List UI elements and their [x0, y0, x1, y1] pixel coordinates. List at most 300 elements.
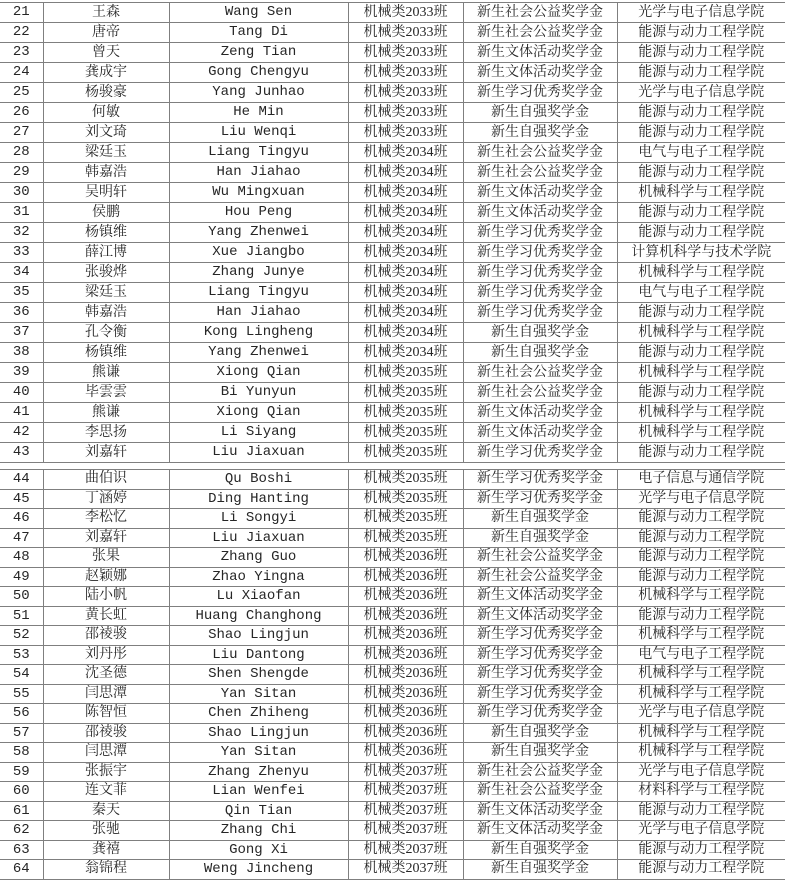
cell-scholarship-name: 新生学习优秀奖学金 — [463, 243, 617, 263]
cell-scholarship-name: 新生学习优秀奖学金 — [463, 263, 617, 283]
cell-college-name: 能源与动力工程学院 — [617, 801, 785, 821]
cell-row-number: 43 — [0, 443, 43, 463]
cell-college-name: 能源与动力工程学院 — [617, 509, 785, 529]
cell-class-name: 机械类2035班 — [348, 470, 463, 490]
cell-row-number: 48 — [0, 548, 43, 568]
cell-college-name: 机械科学与工程学院 — [617, 323, 785, 343]
cell-college-name: 能源与动力工程学院 — [617, 43, 785, 63]
cell-college-name: 光学与电子信息学院 — [617, 3, 785, 23]
cell-pinyin-name: Tang Di — [169, 23, 348, 43]
cell-student-name: 邵祾骏 — [43, 723, 169, 743]
cell-student-name: 李松忆 — [43, 509, 169, 529]
table-row — [0, 103, 785, 123]
table-row — [0, 509, 785, 529]
cell-class-name: 机械类2033班 — [348, 123, 463, 143]
cell-college-name: 光学与电子信息学院 — [617, 704, 785, 724]
cell-row-number: 55 — [0, 684, 43, 704]
cell-scholarship-name: 新生学习优秀奖学金 — [463, 83, 617, 103]
cell-pinyin-name: Liang Tingyu — [169, 283, 348, 303]
cell-student-name: 刘嘉轩 — [43, 443, 169, 463]
cell-class-name: 机械类2034班 — [348, 243, 463, 263]
cell-pinyin-name: Shen Shengde — [169, 665, 348, 685]
cell-college-name: 能源与动力工程学院 — [617, 163, 785, 183]
cell-pinyin-name: Gong Xi — [169, 840, 348, 860]
cell-student-name: 熊谦 — [43, 363, 169, 383]
cell-pinyin-name: Xue Jiangbo — [169, 243, 348, 263]
cell-student-name: 韩嘉浩 — [43, 303, 169, 323]
table-row — [0, 243, 785, 263]
cell-pinyin-name: Yang Junhao — [169, 83, 348, 103]
cell-scholarship-name: 新生文体活动奖学金 — [463, 423, 617, 443]
table-row — [0, 43, 785, 63]
table-row — [0, 626, 785, 646]
cell-class-name: 机械类2034班 — [348, 223, 463, 243]
cell-row-number: 63 — [0, 840, 43, 860]
cell-scholarship-name: 新生社会公益奖学金 — [463, 23, 617, 43]
cell-row-number: 25 — [0, 83, 43, 103]
cell-student-name: 连文菲 — [43, 782, 169, 802]
cell-pinyin-name: Qin Tian — [169, 801, 348, 821]
cell-student-name: 沈圣德 — [43, 665, 169, 685]
cell-scholarship-name: 新生学习优秀奖学金 — [463, 443, 617, 463]
cell-student-name: 张骏烨 — [43, 263, 169, 283]
cell-row-number: 22 — [0, 23, 43, 43]
cell-scholarship-name: 新生社会公益奖学金 — [463, 782, 617, 802]
cell-row-number: 42 — [0, 423, 43, 443]
cell-class-name: 机械类2035班 — [348, 509, 463, 529]
cell-student-name: 张果 — [43, 548, 169, 568]
cell-row-number: 61 — [0, 801, 43, 821]
cell-scholarship-name: 新生文体活动奖学金 — [463, 821, 617, 841]
cell-class-name: 机械类2036班 — [348, 567, 463, 587]
cell-pinyin-name: Wu Mingxuan — [169, 183, 348, 203]
cell-class-name: 机械类2033班 — [348, 23, 463, 43]
cell-college-name: 能源与动力工程学院 — [617, 203, 785, 223]
table-row — [0, 684, 785, 704]
cell-pinyin-name: Gong Chengyu — [169, 63, 348, 83]
cell-class-name: 机械类2033班 — [348, 43, 463, 63]
cell-scholarship-name: 新生文体活动奖学金 — [463, 63, 617, 83]
cell-college-name: 机械科学与工程学院 — [617, 183, 785, 203]
cell-class-name: 机械类2034班 — [348, 303, 463, 323]
cell-student-name: 熊谦 — [43, 403, 169, 423]
cell-scholarship-name: 新生文体活动奖学金 — [463, 403, 617, 423]
table-row — [0, 801, 785, 821]
cell-row-number: 21 — [0, 3, 43, 23]
cell-class-name: 机械类2035班 — [348, 363, 463, 383]
cell-row-number: 53 — [0, 645, 43, 665]
table-row — [0, 840, 785, 860]
cell-row-number: 57 — [0, 723, 43, 743]
cell-student-name: 唐帝 — [43, 23, 169, 43]
cell-college-name: 电子信息与通信学院 — [617, 470, 785, 490]
cell-college-name: 材料科学与工程学院 — [617, 782, 785, 802]
cell-pinyin-name: He Min — [169, 103, 348, 123]
table-row — [0, 403, 785, 423]
cell-scholarship-name: 新生社会公益奖学金 — [463, 383, 617, 403]
cell-pinyin-name: Xiong Qian — [169, 363, 348, 383]
cell-pinyin-name: Bi Yunyun — [169, 383, 348, 403]
cell-student-name: 陈智恒 — [43, 704, 169, 724]
cell-scholarship-name: 新生社会公益奖学金 — [463, 3, 617, 23]
cell-class-name: 机械类2037班 — [348, 801, 463, 821]
cell-scholarship-name: 新生自强奖学金 — [463, 528, 617, 548]
cell-class-name: 机械类2034班 — [348, 203, 463, 223]
cell-student-name: 王森 — [43, 3, 169, 23]
cell-class-name: 机械类2035班 — [348, 489, 463, 509]
table-row — [0, 303, 785, 323]
cell-college-name: 能源与动力工程学院 — [617, 528, 785, 548]
cell-class-name: 机械类2037班 — [348, 821, 463, 841]
cell-student-name: 陆小帆 — [43, 587, 169, 607]
cell-row-number: 41 — [0, 403, 43, 423]
cell-scholarship-name: 新生文体活动奖学金 — [463, 801, 617, 821]
cell-college-name: 光学与电子信息学院 — [617, 83, 785, 103]
cell-class-name: 机械类2033班 — [348, 63, 463, 83]
cell-row-number: 27 — [0, 123, 43, 143]
cell-class-name: 机械类2036班 — [348, 587, 463, 607]
cell-row-number: 58 — [0, 743, 43, 763]
cell-class-name: 机械类2033班 — [348, 103, 463, 123]
cell-class-name: 机械类2035班 — [348, 443, 463, 463]
table-row — [0, 183, 785, 203]
table-row — [0, 645, 785, 665]
cell-class-name: 机械类2034班 — [348, 143, 463, 163]
cell-pinyin-name: Zhao Yingna — [169, 567, 348, 587]
cell-college-name: 能源与动力工程学院 — [617, 840, 785, 860]
cell-college-name: 光学与电子信息学院 — [617, 821, 785, 841]
cell-pinyin-name: Kong Lingheng — [169, 323, 348, 343]
cell-row-number: 36 — [0, 303, 43, 323]
cell-college-name: 能源与动力工程学院 — [617, 606, 785, 626]
cell-scholarship-name: 新生社会公益奖学金 — [463, 143, 617, 163]
cell-pinyin-name: Yang Zhenwei — [169, 343, 348, 363]
cell-college-name: 电气与电子工程学院 — [617, 143, 785, 163]
cell-college-name: 能源与动力工程学院 — [617, 860, 785, 880]
cell-scholarship-name: 新生文体活动奖学金 — [463, 203, 617, 223]
table-row — [0, 223, 785, 243]
cell-college-name: 电气与电子工程学院 — [617, 645, 785, 665]
cell-student-name: 曲伯识 — [43, 470, 169, 490]
cell-row-number: 32 — [0, 223, 43, 243]
cell-scholarship-name: 新生学习优秀奖学金 — [463, 684, 617, 704]
cell-pinyin-name: Wang Sen — [169, 3, 348, 23]
cell-row-number: 40 — [0, 383, 43, 403]
cell-pinyin-name: Huang Changhong — [169, 606, 348, 626]
cell-student-name: 闫思潭 — [43, 743, 169, 763]
cell-class-name: 机械类2034班 — [348, 343, 463, 363]
cell-college-name: 能源与动力工程学院 — [617, 23, 785, 43]
cell-college-name: 光学与电子信息学院 — [617, 762, 785, 782]
cell-student-name: 赵颖娜 — [43, 567, 169, 587]
cell-student-name: 梁廷玉 — [43, 143, 169, 163]
cell-student-name: 刘嘉轩 — [43, 528, 169, 548]
cell-college-name: 能源与动力工程学院 — [617, 103, 785, 123]
cell-scholarship-name: 新生自强奖学金 — [463, 123, 617, 143]
cell-student-name: 龚成宇 — [43, 63, 169, 83]
cell-pinyin-name: Zeng Tian — [169, 43, 348, 63]
cell-student-name: 何敏 — [43, 103, 169, 123]
cell-class-name: 机械类2037班 — [348, 782, 463, 802]
cell-class-name: 机械类2035班 — [348, 403, 463, 423]
cell-student-name: 秦天 — [43, 801, 169, 821]
cell-row-number: 29 — [0, 163, 43, 183]
table-row — [0, 383, 785, 403]
cell-scholarship-name: 新生学习优秀奖学金 — [463, 489, 617, 509]
table-row — [0, 23, 785, 43]
cell-student-name: 侯鹏 — [43, 203, 169, 223]
cell-college-name: 机械科学与工程学院 — [617, 363, 785, 383]
cell-college-name: 光学与电子信息学院 — [617, 489, 785, 509]
cell-college-name: 能源与动力工程学院 — [617, 567, 785, 587]
cell-scholarship-name: 新生学习优秀奖学金 — [463, 645, 617, 665]
cell-row-number: 31 — [0, 203, 43, 223]
cell-college-name: 机械科学与工程学院 — [617, 743, 785, 763]
cell-class-name: 机械类2034班 — [348, 283, 463, 303]
cell-pinyin-name: Liang Tingyu — [169, 143, 348, 163]
cell-student-name: 薛江博 — [43, 243, 169, 263]
cell-scholarship-name: 新生学习优秀奖学金 — [463, 704, 617, 724]
cell-scholarship-name: 新生学习优秀奖学金 — [463, 283, 617, 303]
table-row — [0, 163, 785, 183]
cell-row-number: 30 — [0, 183, 43, 203]
cell-pinyin-name: Li Siyang — [169, 423, 348, 443]
cell-scholarship-name: 新生文体活动奖学金 — [463, 43, 617, 63]
cell-class-name: 机械类2036班 — [348, 743, 463, 763]
table-row — [0, 143, 785, 163]
cell-pinyin-name: Zhang Junye — [169, 263, 348, 283]
cell-college-name: 机械科学与工程学院 — [617, 665, 785, 685]
table-row — [0, 723, 785, 743]
cell-class-name: 机械类2033班 — [348, 83, 463, 103]
table-row — [0, 567, 785, 587]
table-row — [0, 762, 785, 782]
cell-student-name: 韩嘉浩 — [43, 163, 169, 183]
cell-pinyin-name: Lu Xiaofan — [169, 587, 348, 607]
cell-row-number: 35 — [0, 283, 43, 303]
cell-college-name: 机械科学与工程学院 — [617, 723, 785, 743]
cell-class-name: 机械类2036班 — [348, 684, 463, 704]
cell-scholarship-name: 新生自强奖学金 — [463, 343, 617, 363]
cell-pinyin-name: Lian Wenfei — [169, 782, 348, 802]
cell-pinyin-name: Shao Lingjun — [169, 723, 348, 743]
cell-row-number: 37 — [0, 323, 43, 343]
cell-class-name: 机械类2036班 — [348, 626, 463, 646]
cell-college-name: 机械科学与工程学院 — [617, 403, 785, 423]
cell-row-number: 49 — [0, 567, 43, 587]
cell-college-name: 机械科学与工程学院 — [617, 263, 785, 283]
cell-pinyin-name: Liu Jiaxuan — [169, 443, 348, 463]
cell-pinyin-name: Zhang Guo — [169, 548, 348, 568]
cell-student-name: 刘丹彤 — [43, 645, 169, 665]
cell-row-number: 60 — [0, 782, 43, 802]
cell-student-name: 孔令衡 — [43, 323, 169, 343]
cell-college-name: 机械科学与工程学院 — [617, 423, 785, 443]
cell-row-number: 46 — [0, 509, 43, 529]
cell-row-number: 64 — [0, 860, 43, 880]
cell-row-number: 34 — [0, 263, 43, 283]
cell-student-name: 黄长虹 — [43, 606, 169, 626]
table-row — [0, 343, 785, 363]
cell-class-name: 机械类2037班 — [348, 762, 463, 782]
cell-row-number: 38 — [0, 343, 43, 363]
cell-row-number: 59 — [0, 762, 43, 782]
cell-college-name: 能源与动力工程学院 — [617, 303, 785, 323]
table-row — [0, 3, 785, 23]
cell-class-name: 机械类2036班 — [348, 645, 463, 665]
cell-scholarship-name: 新生自强奖学金 — [463, 509, 617, 529]
table-row — [0, 203, 785, 223]
table-row — [0, 860, 785, 880]
cell-student-name: 丁涵婷 — [43, 489, 169, 509]
cell-class-name: 机械类2036班 — [348, 548, 463, 568]
cell-scholarship-name: 新生自强奖学金 — [463, 723, 617, 743]
cell-college-name: 能源与动力工程学院 — [617, 548, 785, 568]
cell-class-name: 机械类2033班 — [348, 3, 463, 23]
table-row — [0, 443, 785, 463]
table-row — [0, 323, 785, 343]
cell-row-number: 47 — [0, 528, 43, 548]
cell-pinyin-name: Zhang Chi — [169, 821, 348, 841]
cell-scholarship-name: 新生学习优秀奖学金 — [463, 626, 617, 646]
table-row — [0, 606, 785, 626]
cell-row-number: 28 — [0, 143, 43, 163]
cell-student-name: 翁锦程 — [43, 860, 169, 880]
cell-class-name: 机械类2034班 — [348, 183, 463, 203]
cell-scholarship-name: 新生社会公益奖学金 — [463, 548, 617, 568]
cell-class-name: 机械类2036班 — [348, 704, 463, 724]
cell-student-name: 梁廷玉 — [43, 283, 169, 303]
cell-pinyin-name: Liu Wenqi — [169, 123, 348, 143]
cell-row-number: 24 — [0, 63, 43, 83]
cell-class-name: 机械类2034班 — [348, 323, 463, 343]
cell-scholarship-name: 新生文体活动奖学金 — [463, 606, 617, 626]
cell-row-number: 26 — [0, 103, 43, 123]
cell-college-name: 机械科学与工程学院 — [617, 626, 785, 646]
table-row — [0, 821, 785, 841]
table-row — [0, 743, 785, 763]
cell-scholarship-name: 新生学习优秀奖学金 — [463, 665, 617, 685]
cell-pinyin-name: Weng Jincheng — [169, 860, 348, 880]
table-row — [0, 528, 785, 548]
cell-college-name: 能源与动力工程学院 — [617, 443, 785, 463]
table-row — [0, 283, 785, 303]
cell-class-name: 机械类2037班 — [348, 860, 463, 880]
cell-pinyin-name: Han Jiahao — [169, 303, 348, 323]
cell-scholarship-name: 新生自强奖学金 — [463, 860, 617, 880]
cell-row-number: 54 — [0, 665, 43, 685]
cell-class-name: 机械类2036班 — [348, 665, 463, 685]
cell-college-name: 电气与电子工程学院 — [617, 283, 785, 303]
table-row — [0, 63, 785, 83]
table-row — [0, 123, 785, 143]
table-row — [0, 263, 785, 283]
cell-student-name: 张振宇 — [43, 762, 169, 782]
cell-scholarship-name: 新生社会公益奖学金 — [463, 567, 617, 587]
scholarship-awards-table-page-1 — [0, 2, 785, 463]
cell-student-name: 邵祾骏 — [43, 626, 169, 646]
cell-row-number: 62 — [0, 821, 43, 841]
cell-pinyin-name: Yang Zhenwei — [169, 223, 348, 243]
table-row — [0, 704, 785, 724]
cell-pinyin-name: Liu Dantong — [169, 645, 348, 665]
cell-college-name: 计算机科学与技术学院 — [617, 243, 785, 263]
table-row — [0, 423, 785, 443]
table-row — [0, 83, 785, 103]
cell-row-number: 33 — [0, 243, 43, 263]
cell-college-name: 能源与动力工程学院 — [617, 63, 785, 83]
table-row — [0, 548, 785, 568]
cell-class-name: 机械类2035班 — [348, 423, 463, 443]
cell-class-name: 机械类2034班 — [348, 263, 463, 283]
cell-scholarship-name: 新生自强奖学金 — [463, 743, 617, 763]
cell-row-number: 44 — [0, 470, 43, 490]
cell-row-number: 50 — [0, 587, 43, 607]
cell-class-name: 机械类2035班 — [348, 383, 463, 403]
cell-row-number: 51 — [0, 606, 43, 626]
cell-class-name: 机械类2037班 — [348, 840, 463, 860]
cell-college-name: 能源与动力工程学院 — [617, 123, 785, 143]
cell-student-name: 张驰 — [43, 821, 169, 841]
cell-pinyin-name: Han Jiahao — [169, 163, 348, 183]
cell-student-name: 吴明轩 — [43, 183, 169, 203]
cell-scholarship-name: 新生自强奖学金 — [463, 840, 617, 860]
table-row — [0, 470, 785, 490]
cell-pinyin-name: Shao Lingjun — [169, 626, 348, 646]
table-row — [0, 587, 785, 607]
cell-pinyin-name: Li Songyi — [169, 509, 348, 529]
cell-college-name: 机械科学与工程学院 — [617, 684, 785, 704]
cell-scholarship-name: 新生文体活动奖学金 — [463, 183, 617, 203]
cell-scholarship-name: 新生学习优秀奖学金 — [463, 223, 617, 243]
cell-class-name: 机械类2034班 — [348, 163, 463, 183]
cell-pinyin-name: Liu Jiaxuan — [169, 528, 348, 548]
cell-student-name: 毕雲雲 — [43, 383, 169, 403]
cell-scholarship-name: 新生学习优秀奖学金 — [463, 470, 617, 490]
cell-student-name: 刘文琦 — [43, 123, 169, 143]
cell-scholarship-name: 新生自强奖学金 — [463, 103, 617, 123]
table-row — [0, 489, 785, 509]
scholarship-awards-table-page-2 — [0, 469, 785, 880]
cell-student-name: 杨镇维 — [43, 343, 169, 363]
cell-pinyin-name: Qu Boshi — [169, 470, 348, 490]
cell-class-name: 机械类2036班 — [348, 723, 463, 743]
cell-row-number: 39 — [0, 363, 43, 383]
cell-student-name: 杨镇维 — [43, 223, 169, 243]
cell-pinyin-name: Ding Hanting — [169, 489, 348, 509]
cell-row-number: 45 — [0, 489, 43, 509]
cell-pinyin-name: Xiong Qian — [169, 403, 348, 423]
cell-pinyin-name: Chen Zhiheng — [169, 704, 348, 724]
cell-class-name: 机械类2035班 — [348, 528, 463, 548]
cell-student-name: 曾天 — [43, 43, 169, 63]
awards-table-body-page-2 — [0, 470, 785, 880]
cell-college-name: 机械科学与工程学院 — [617, 587, 785, 607]
cell-pinyin-name: Yan Sitan — [169, 684, 348, 704]
cell-row-number: 52 — [0, 626, 43, 646]
table-row — [0, 363, 785, 383]
awards-table-body-page-1 — [0, 3, 785, 463]
cell-scholarship-name: 新生学习优秀奖学金 — [463, 303, 617, 323]
cell-row-number: 23 — [0, 43, 43, 63]
cell-scholarship-name: 新生社会公益奖学金 — [463, 163, 617, 183]
cell-scholarship-name: 新生社会公益奖学金 — [463, 363, 617, 383]
cell-student-name: 杨骏豪 — [43, 83, 169, 103]
cell-college-name: 能源与动力工程学院 — [617, 223, 785, 243]
cell-class-name: 机械类2036班 — [348, 606, 463, 626]
table-row — [0, 665, 785, 685]
cell-college-name: 能源与动力工程学院 — [617, 343, 785, 363]
